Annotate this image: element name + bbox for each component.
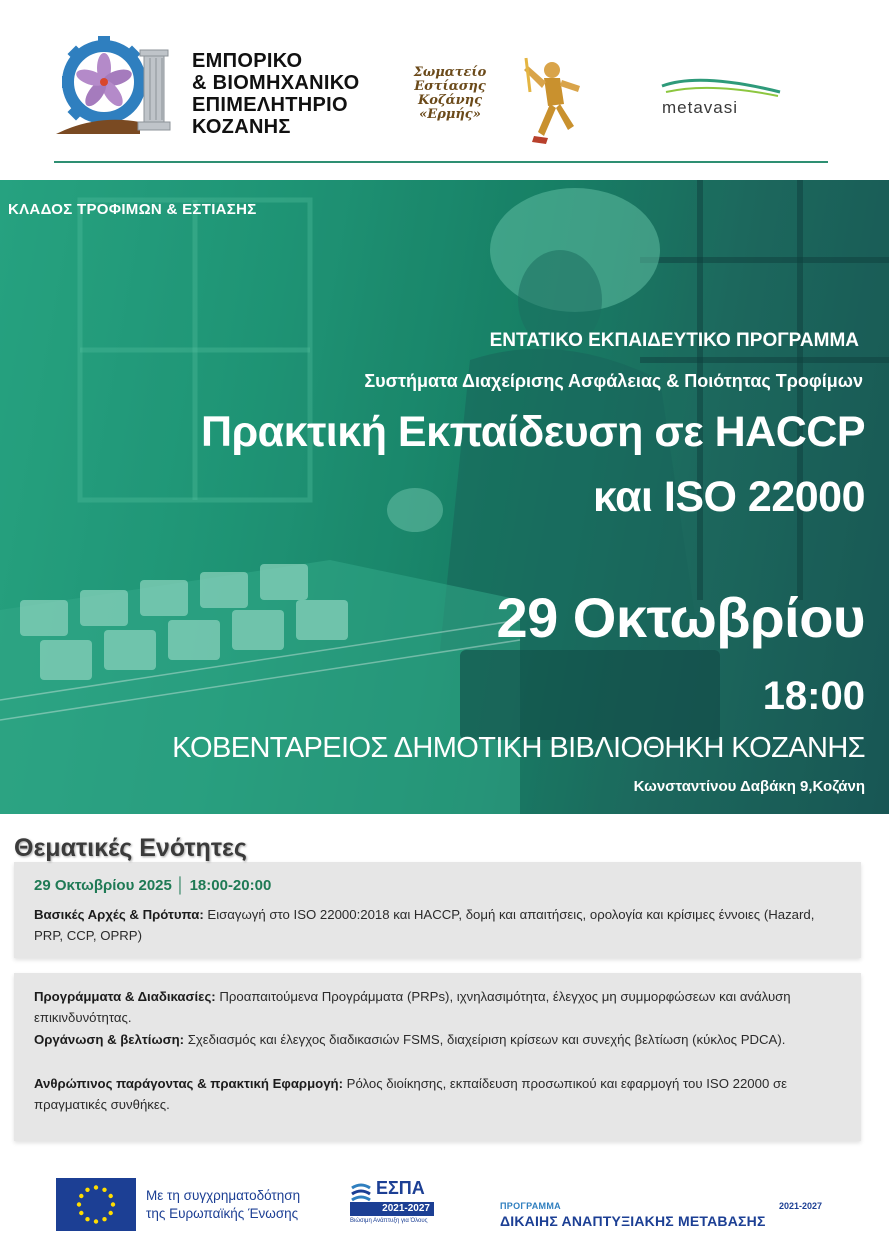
session-panel bbox=[14, 862, 861, 958]
espa-years-bar bbox=[350, 1202, 434, 1216]
eu-star bbox=[102, 1217, 106, 1221]
eu-star bbox=[94, 1185, 98, 1189]
espa-years: 2021-2027 bbox=[382, 1203, 430, 1214]
topic-heading: Προγράμματα & Διαδικασίες: bbox=[34, 989, 216, 1004]
event-date: 29 Οκτωβρίου bbox=[496, 586, 865, 649]
hermes-name bbox=[408, 66, 492, 122]
jtp-years: 2021-2027 bbox=[778, 1201, 822, 1211]
jtp-logo bbox=[500, 1198, 822, 1234]
hermes-figure-icon bbox=[516, 56, 586, 148]
hermes-logo bbox=[408, 52, 608, 152]
topic-item bbox=[34, 904, 834, 946]
program-title-line-1: Πρακτική Εκπαίδευση σε HACCP bbox=[201, 408, 865, 456]
eu-star bbox=[79, 1211, 83, 1215]
program-subtitle: Συστήματα Διαχείρισης Ασφάλειας & Ποιότητας Τροφίμων bbox=[364, 371, 863, 391]
espa-wave-icon bbox=[350, 1182, 372, 1204]
eu-star bbox=[111, 1202, 115, 1206]
topic-heading: Οργάνωση & βελτίωση: bbox=[34, 1032, 185, 1047]
hermes-name-line: Σωματείο bbox=[413, 65, 487, 80]
gear-crocus-column-icon bbox=[56, 30, 186, 140]
metavasi-wordmark: metavasi bbox=[662, 98, 739, 117]
topics-panel bbox=[14, 973, 861, 1141]
espa-tagline: Βιώσιμη Ανάπτυξη για Όλους bbox=[350, 1218, 428, 1224]
program-type: ΕΝΤΑΤΙΚΟ ΕΚΠΑΙΔΕΥΤΙΚΟ ΠΡΟΓΡΑΜΜΑ bbox=[489, 330, 859, 351]
topic-item bbox=[34, 1029, 834, 1050]
event-venue: ΚΟΒΕΝΤΑΡΕΙΟΣ ΔΗΜΟΤΙΚΗ ΒΙΒΛΙΟΘΗΚΗ ΚΟΖΑΝΗΣ bbox=[172, 732, 865, 764]
program-title-line-2: και ISO 22000 bbox=[593, 473, 865, 521]
topic-text: Σχεδιασμός και έλεγχος διαδικασιών FSMS, διαχείριση κρίσεων και συνεχής βελτίωση (κύκλος PDCA). bbox=[184, 1032, 786, 1047]
eu-star bbox=[109, 1194, 113, 1198]
sector-label: ΚΛΑΔΟΣ ΤΡΟΦΙΜΩΝ & ΕΣΤΙΑΣΗΣ bbox=[8, 201, 257, 218]
espa-logo bbox=[350, 1178, 434, 1230]
topic-item bbox=[34, 1073, 834, 1115]
event-address: Κωνσταντίνου Δαβάκη 9,Κοζάνη bbox=[633, 778, 865, 795]
metavasi-logo bbox=[654, 72, 794, 132]
eu-star bbox=[79, 1194, 83, 1198]
topic-text: Εισαγωγή στο ISO 22000:2018 και HACCP, δομή και απαιτήσεις, ορολογία και κρίσιμες έννοιες (Hazard, PRP, CCP, OPRP) bbox=[34, 907, 815, 943]
eu-cofunding-line: της Ευρωπαϊκής Ένωσης bbox=[146, 1206, 299, 1221]
hermes-name-line: «Ερμής» bbox=[419, 107, 481, 122]
header-divider bbox=[54, 161, 828, 163]
eu-cofunding-text bbox=[146, 1187, 300, 1223]
topic-heading: Βασικές Αρχές & Πρότυπα: bbox=[34, 907, 204, 922]
session-date: 29 Οκτωβρίου 2025 │ 18:00-20:00 bbox=[34, 877, 272, 894]
eu-star bbox=[77, 1202, 81, 1206]
jtp-program-label: ΠΡΟΓΡΑΜΜΑ bbox=[500, 1201, 561, 1211]
event-time: 18:00 bbox=[762, 674, 865, 718]
eu-star bbox=[102, 1188, 106, 1192]
chamber-name-line: ΕΠΙΜΕΛΗΤΗΡΙΟ bbox=[192, 94, 348, 116]
topic-item bbox=[34, 986, 834, 1028]
chamber-name bbox=[192, 50, 359, 138]
eu-flag-icon bbox=[56, 1178, 136, 1231]
chamber-name-line: ΚΟΖΑΝΗΣ bbox=[192, 116, 291, 138]
section-title: Θεματικές Ενότητες bbox=[14, 834, 247, 862]
topic-text: Ρόλος διοίκησης, εκπαίδευση προσωπικού και εφαρμογή του ISO 22000 σε πραγματικές συνθήκες. bbox=[34, 1076, 787, 1112]
chamber-name-line: ΕΜΠΟΡΙΚΟ bbox=[192, 50, 303, 72]
eu-cofunding-line: Με τη συγχρηματοδότηση bbox=[146, 1188, 301, 1203]
chamber-logo bbox=[56, 30, 376, 140]
topic-heading: Ανθρώπινος παράγοντας & πρακτική Εφαρμογή: bbox=[34, 1076, 343, 1091]
jtp-program-name: ΔΙΚΑΙΗΣ ΑΝΑΠΤΥΞΙΑΚΗΣ ΜΕΤΑΒΑΣΗΣ bbox=[500, 1213, 766, 1229]
espa-title: ΕΣΠΑ bbox=[376, 1178, 425, 1198]
hermes-name-line: Κοζάνης bbox=[417, 93, 483, 108]
eu-star bbox=[85, 1188, 89, 1192]
chamber-name-line: & ΒΙΟΜΗΧΑΝΙΚΟ bbox=[192, 72, 360, 94]
eu-star bbox=[94, 1219, 98, 1223]
eu-star bbox=[85, 1217, 89, 1221]
topic-text: Προαπαιτούμενα Προγράμματα (PRPs), ιχνηλασιμότητα, έλεγχος μη συμμορφώσεων και ανάλυση επικινδυνότητας. bbox=[34, 989, 791, 1025]
hero-banner bbox=[0, 180, 889, 814]
eu-star bbox=[109, 1211, 113, 1215]
hermes-name-line: Εστίασης bbox=[414, 79, 486, 94]
